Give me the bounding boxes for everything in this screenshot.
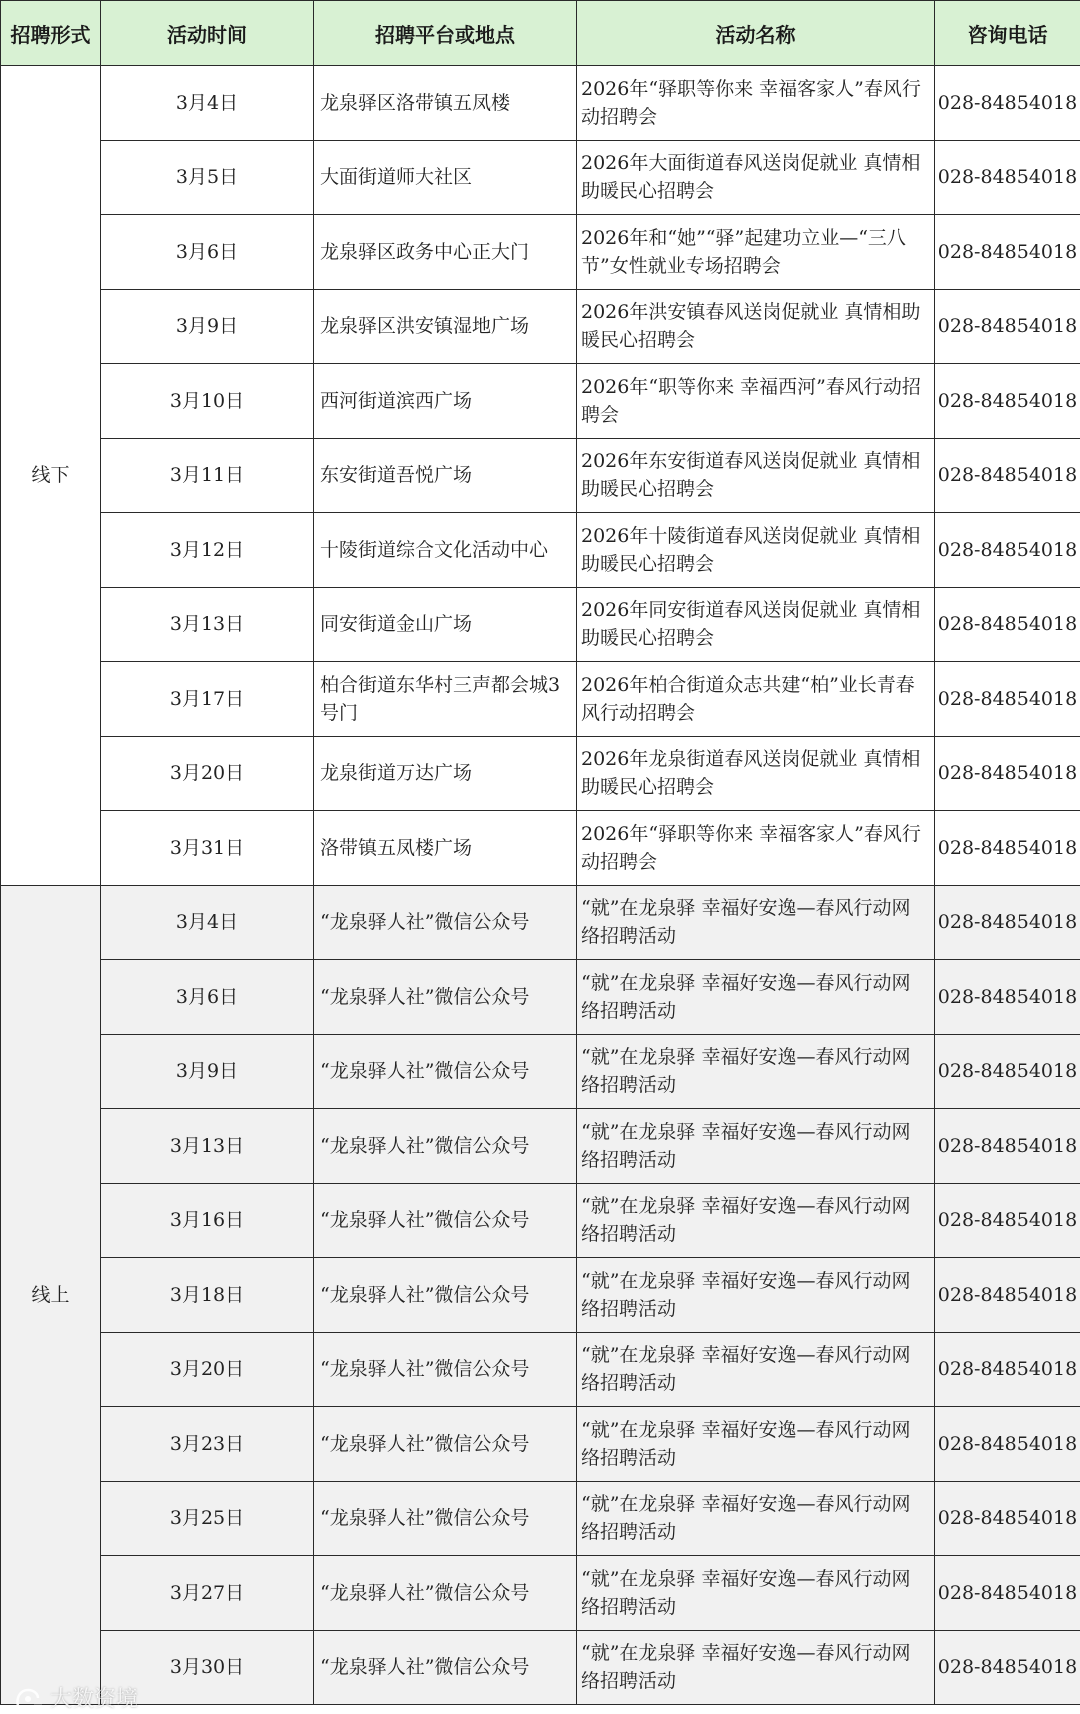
- table-row: [1, 1109, 1080, 1184]
- recruitment-form-cell: 线下: [1, 66, 101, 886]
- activity-name-cell: 2026年大面街道春风送岗促就业 真情相助暖民心招聘会: [577, 140, 935, 215]
- activity-place-cell: “龙泉驿人社”微信公众号: [314, 1109, 577, 1184]
- activity-date-cell: 3月6日: [101, 960, 314, 1035]
- activity-date-cell: 3月18日: [101, 1258, 314, 1333]
- activity-date-cell: 3月23日: [101, 1407, 314, 1482]
- phone-cell: 028-84854018: [935, 513, 1080, 588]
- activity-place-cell: “龙泉驿人社”微信公众号: [314, 1183, 577, 1258]
- phone-cell: 028-84854018: [935, 960, 1080, 1035]
- activity-date-cell: 3月30日: [101, 1630, 314, 1705]
- header-place: 招聘平台或地点: [314, 1, 577, 66]
- header-form: 招聘形式: [1, 1, 101, 66]
- table-header-row: [1, 1, 1080, 66]
- phone-cell: 028-84854018: [935, 1556, 1080, 1631]
- phone-cell: 028-84854018: [935, 215, 1080, 290]
- phone-cell: 028-84854018: [935, 662, 1080, 737]
- activity-name-cell: “就”在龙泉驿 幸福好安逸—春风行动网络招聘活动: [577, 1258, 935, 1333]
- table-row: [1, 736, 1080, 811]
- activity-date-cell: 3月5日: [101, 140, 314, 215]
- activity-place-cell: “龙泉驿人社”微信公众号: [314, 1258, 577, 1333]
- activity-name-cell: “就”在龙泉驿 幸福好安逸—春风行动网络招聘活动: [577, 1630, 935, 1705]
- activity-date-cell: 3月13日: [101, 587, 314, 662]
- activity-name-cell: “就”在龙泉驿 幸福好安逸—春风行动网络招聘活动: [577, 1109, 935, 1184]
- phone-cell: 028-84854018: [935, 1034, 1080, 1109]
- table-row: [1, 1183, 1080, 1258]
- activity-date-cell: 3月10日: [101, 364, 314, 439]
- activity-name-cell: 2026年“驿职等你来 幸福客家人”春风行动招聘会: [577, 66, 935, 141]
- phone-cell: 028-84854018: [935, 289, 1080, 364]
- activity-name-cell: 2026年龙泉街道春风送岗促就业 真情相助暖民心招聘会: [577, 736, 935, 811]
- activity-name-cell: “就”在龙泉驿 幸福好安逸—春风行动网络招聘活动: [577, 960, 935, 1035]
- phone-cell: 028-84854018: [935, 1630, 1080, 1705]
- activity-place-cell: 大面街道师大社区: [314, 140, 577, 215]
- activity-place-cell: 洛带镇五凤楼广场: [314, 811, 577, 886]
- phone-cell: 028-84854018: [935, 1109, 1080, 1184]
- table-row: [1, 215, 1080, 290]
- activity-name-cell: 2026年东安街道春风送岗促就业 真情相助暖民心招聘会: [577, 438, 935, 513]
- header-activity-name: 活动名称: [577, 1, 935, 66]
- activity-place-cell: “龙泉驿人社”微信公众号: [314, 1332, 577, 1407]
- watermark: [14, 1682, 138, 1713]
- activity-place-cell: “龙泉驿人社”微信公众号: [314, 885, 577, 960]
- activity-name-cell: 2026年十陵街道春风送岗促就业 真情相助暖民心招聘会: [577, 513, 935, 588]
- activity-name-cell: “就”在龙泉驿 幸福好安逸—春风行动网络招聘活动: [577, 1034, 935, 1109]
- table-row: [1, 1556, 1080, 1631]
- header-phone: 咨询电话: [935, 1, 1080, 66]
- activity-date-cell: 3月9日: [101, 289, 314, 364]
- phone-cell: 028-84854018: [935, 364, 1080, 439]
- activity-place-cell: 柏合街道东华村三声都会城3号门: [314, 662, 577, 737]
- table-row: [1, 289, 1080, 364]
- table-row: [1, 513, 1080, 588]
- activity-place-cell: 十陵街道综合文化活动中心: [314, 513, 577, 588]
- table-row: [1, 587, 1080, 662]
- phone-cell: 028-84854018: [935, 736, 1080, 811]
- activity-date-cell: 3月11日: [101, 438, 314, 513]
- activity-date-cell: 3月13日: [101, 1109, 314, 1184]
- activity-name-cell: “就”在龙泉驿 幸福好安逸—春风行动网络招聘活动: [577, 1407, 935, 1482]
- table-row: [1, 1332, 1080, 1407]
- activity-place-cell: 西河街道滨西广场: [314, 364, 577, 439]
- activity-date-cell: 3月9日: [101, 1034, 314, 1109]
- phone-cell: 028-84854018: [935, 811, 1080, 886]
- activity-date-cell: 3月4日: [101, 885, 314, 960]
- table-row: [1, 1258, 1080, 1333]
- table-body: [1, 66, 1080, 1705]
- activity-date-cell: 3月27日: [101, 1556, 314, 1631]
- activity-date-cell: 3月16日: [101, 1183, 314, 1258]
- activity-place-cell: 龙泉驿区政务中心正大门: [314, 215, 577, 290]
- activity-place-cell: 龙泉驿区洛带镇五凤楼: [314, 66, 577, 141]
- activity-place-cell: “龙泉驿人社”微信公众号: [314, 960, 577, 1035]
- activity-name-cell: “就”在龙泉驿 幸福好安逸—春风行动网络招聘活动: [577, 1556, 935, 1631]
- table-row: [1, 1481, 1080, 1556]
- activity-place-cell: “龙泉驿人社”微信公众号: [314, 1630, 577, 1705]
- activity-name-cell: “就”在龙泉驿 幸福好安逸—春风行动网络招聘活动: [577, 1332, 935, 1407]
- phone-cell: 028-84854018: [935, 587, 1080, 662]
- activity-name-cell: “就”在龙泉驿 幸福好安逸—春风行动网络招聘活动: [577, 1481, 935, 1556]
- table-row: [1, 1407, 1080, 1482]
- table-row: [1, 885, 1080, 960]
- table-row: [1, 1630, 1080, 1705]
- phone-cell: 028-84854018: [935, 1183, 1080, 1258]
- phone-cell: 028-84854018: [935, 1258, 1080, 1333]
- table-row: [1, 960, 1080, 1035]
- activity-name-cell: 2026年洪安镇春风送岗促就业 真情相助暖民心招聘会: [577, 289, 935, 364]
- phone-cell: 028-84854018: [935, 1332, 1080, 1407]
- watermark-text: 大数资境: [50, 1687, 139, 1712]
- table-row: [1, 66, 1080, 141]
- activity-date-cell: 3月31日: [101, 811, 314, 886]
- table-row: [1, 662, 1080, 737]
- activity-date-cell: 3月17日: [101, 662, 314, 737]
- activity-name-cell: “就”在龙泉驿 幸福好安逸—春风行动网络招聘活动: [577, 885, 935, 960]
- phone-cell: 028-84854018: [935, 140, 1080, 215]
- activity-place-cell: “龙泉驿人社”微信公众号: [314, 1407, 577, 1482]
- activity-place-cell: 龙泉驿区洪安镇湿地广场: [314, 289, 577, 364]
- phone-cell: 028-84854018: [935, 1407, 1080, 1482]
- activity-place-cell: 同安街道金山广场: [314, 587, 577, 662]
- activity-date-cell: 3月4日: [101, 66, 314, 141]
- activity-name-cell: 2026年和“她”“驿”起建功立业—“三八节”女性就业专场招聘会: [577, 215, 935, 290]
- table-row: [1, 438, 1080, 513]
- activity-name-cell: 2026年同安街道春风送岗促就业 真情相助暖民心招聘会: [577, 587, 935, 662]
- activity-date-cell: 3月12日: [101, 513, 314, 588]
- activity-name-cell: 2026年“驿职等你来 幸福客家人”春风行动招聘会: [577, 811, 935, 886]
- table-row: [1, 1034, 1080, 1109]
- activity-date-cell: 3月20日: [101, 736, 314, 811]
- table-row: [1, 811, 1080, 886]
- activity-date-cell: 3月6日: [101, 215, 314, 290]
- activity-place-cell: 龙泉街道万达广场: [314, 736, 577, 811]
- activity-name-cell: “就”在龙泉驿 幸福好安逸—春风行动网络招聘活动: [577, 1183, 935, 1258]
- recruitment-form-cell: 线上: [1, 885, 101, 1705]
- header-date: 活动时间: [101, 1, 314, 66]
- phone-cell: 028-84854018: [935, 66, 1080, 141]
- activity-date-cell: 3月20日: [101, 1332, 314, 1407]
- phone-cell: 028-84854018: [935, 885, 1080, 960]
- activity-name-cell: 2026年柏合街道众志共建“柏”业长青春风行动招聘会: [577, 662, 935, 737]
- activity-name-cell: 2026年“职等你来 幸福西河”春风行动招聘会: [577, 364, 935, 439]
- activity-place-cell: 东安街道吾悦广场: [314, 438, 577, 513]
- phone-cell: 028-84854018: [935, 1481, 1080, 1556]
- watermark-logo-icon: [14, 1686, 44, 1710]
- activity-date-cell: 3月25日: [101, 1481, 314, 1556]
- activity-place-cell: “龙泉驿人社”微信公众号: [314, 1481, 577, 1556]
- activity-place-cell: “龙泉驿人社”微信公众号: [314, 1034, 577, 1109]
- table-row: [1, 364, 1080, 439]
- activity-place-cell: “龙泉驿人社”微信公众号: [314, 1556, 577, 1631]
- table-row: [1, 140, 1080, 215]
- phone-cell: 028-84854018: [935, 438, 1080, 513]
